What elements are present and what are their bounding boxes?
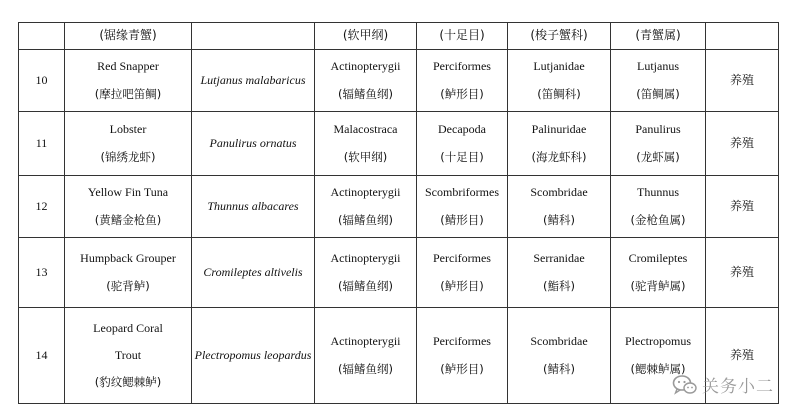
class-cn: (辐鳍鱼纲) [338,361,393,376]
class-en: Actinopterygii [330,333,401,348]
watermark-text: 关务小二 [702,377,774,397]
family-cn: (笛鲷科) [537,86,581,101]
scientific-name: Panulirus ornatus [192,112,315,176]
table-row [19,308,779,404]
family-en: Palinuridae [531,121,587,136]
class-en: Malacostraca [333,121,398,136]
common-name-cn: (摩拉吧笛鲷) [94,86,162,101]
genus-cn: (驼背鲈属) [630,278,686,293]
order-cn: (鲈形目) [440,86,484,101]
class-cell [315,308,417,404]
common-name-en-cont: Trout [114,347,142,362]
common-name-en: Yellow Fin Tuna [87,184,169,199]
table-cell: (十足目) [417,23,508,50]
scientific-name: Thunnus albacares [192,176,315,238]
family-cell [508,50,611,112]
class-cell [315,176,417,238]
scientific-name: Plectropomus leopardus [192,308,315,404]
class-en: Actinopterygii [330,58,401,73]
common-name-cell [65,176,192,238]
order-en: Scombriformes [425,184,499,199]
row-number: 11 [19,112,65,176]
common-name-en: Leopard Coral [93,321,163,336]
class-cn: (辐鳍鱼纲) [338,86,393,101]
order-en: Perciformes [433,250,491,265]
common-name-cn: (黄鳍金枪鱼) [94,212,162,227]
class-cn: (软甲纲) [343,149,388,164]
family-cn: (海龙虾科) [531,149,587,164]
wechat-icon [672,374,698,396]
genus-cell [611,50,706,112]
class-cn: (辐鳍鱼纲) [338,212,393,227]
genus-en: Cromileptes [628,250,688,265]
common-name-cell [65,50,192,112]
common-name-cn: (锦绣龙虾) [100,149,156,164]
genus-cell [611,176,706,238]
genus-en: Lutjanus [637,58,679,73]
family-cn: (鲭科) [543,361,575,376]
class-cn: (辐鳍鱼纲) [338,278,393,293]
scientific-name: Lutjanus malabaricus [192,50,315,112]
order-cell [417,176,508,238]
table-cell: (青蟹属) [611,23,706,50]
scientific-name: Cromileptes altivelis [192,238,315,308]
class-en: Actinopterygii [330,184,401,199]
order-cell [417,112,508,176]
genus-cell [611,112,706,176]
class-en: Actinopterygii [330,250,401,265]
order-cn: (鲈形目) [440,361,484,376]
row-number: 13 [19,238,65,308]
family-cn: (鲭科) [543,212,575,227]
table-row-head [19,23,779,50]
class-cell [315,112,417,176]
family-en: Serranidae [533,250,585,265]
source-cell: 养殖 [706,308,779,404]
table-cell: (梭子蟹科) [508,23,611,50]
genus-cn: (龙虾属) [636,149,680,164]
genus-cn: (鳃棘鲈属) [630,361,686,376]
row-number: 14 [19,308,65,404]
common-name-cell [65,238,192,308]
table-row [19,112,779,176]
source-cell: 养殖 [706,50,779,112]
common-name-en: Lobster [109,121,147,136]
common-name-cell [65,112,192,176]
family-en: Scombridae [530,333,588,348]
order-en: Perciformes [433,58,491,73]
order-cn: (十足目) [440,149,484,164]
genus-cell [611,238,706,308]
table-row [19,50,779,112]
common-name-cell [65,308,192,404]
genus-cn: (金枪鱼属) [630,212,686,227]
family-cell [508,176,611,238]
order-cell [417,50,508,112]
source-cell: 养殖 [706,112,779,176]
family-en: Lutjanidae [533,58,585,73]
common-name-en: Humpback Grouper [80,250,176,265]
family-cell [508,238,611,308]
common-name-cn: (驼背鲈) [106,278,150,293]
family-en: Scombridae [530,184,588,199]
table-row [19,176,779,238]
order-cell [417,238,508,308]
order-en: Perciformes [433,333,491,348]
row-number: 10 [19,50,65,112]
genus-en: Thunnus [637,184,679,199]
order-cn: (鲭形目) [440,212,484,227]
order-cell [417,308,508,404]
table-cell: (软甲纲) [315,23,417,50]
class-cell [315,238,417,308]
source-cell: 养殖 [706,176,779,238]
order-cn: (鲈形目) [440,278,484,293]
row-number: 12 [19,176,65,238]
genus-en: Plectropomus [625,333,691,348]
family-cn: (鮨科) [543,278,575,293]
table-cell [192,23,315,50]
common-name-cn: (豹纹鳃棘鲈) [94,374,162,389]
common-name-en: Red Snapper [97,58,159,73]
table-row [19,238,779,308]
source-cell: 养殖 [706,238,779,308]
table-cell [706,23,779,50]
genus-cn: (笛鲷属) [636,86,680,101]
table-cell: (锯缘青蟹) [65,23,192,50]
table-cell [19,23,65,50]
genus-en: Panulirus [635,121,681,136]
family-cell [508,308,611,404]
order-en: Decapoda [438,121,486,136]
watermark [672,372,774,397]
family-cell [508,112,611,176]
species-table [18,22,779,404]
class-cell [315,50,417,112]
